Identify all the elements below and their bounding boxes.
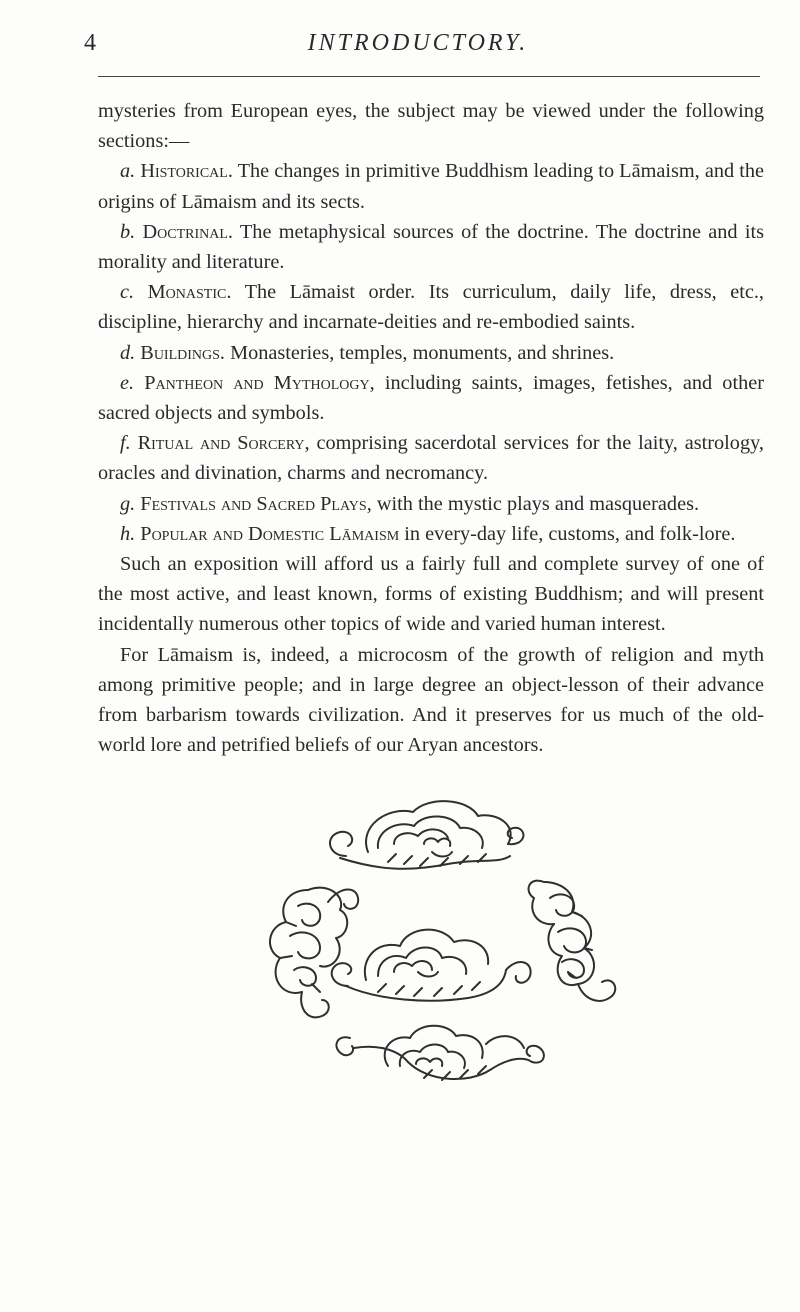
section-item-popular (98, 519, 764, 549)
page-number: 4 (84, 30, 97, 56)
cloud-scroll-ornament-icon (228, 786, 638, 1096)
body-text (98, 96, 764, 760)
center-cloud-icon (332, 930, 531, 1001)
section-item-doctrinal (98, 217, 764, 277)
section-text: The changes in primitive Buddhism leading to Lāmaism, and the origins of Lāmaism and its sects. (98, 160, 764, 213)
header-rule (98, 76, 760, 77)
section-heading: Monastic. (147, 281, 232, 304)
section-text: including saints, images, fetishes, and other sacred objects and symbols. (98, 371, 764, 425)
section-text: comprising sacerdotal services for the laity, astrology, oracles and divination, charms and necromancy. (98, 432, 764, 485)
section-text: with the mystic plays and masquerades. (376, 492, 700, 515)
bottom-cloud-icon (336, 1026, 543, 1080)
left-cloud-icon (270, 888, 358, 1018)
section-heading: Doctrinal. (142, 220, 233, 243)
section-label: b. (120, 220, 136, 243)
section-heading: Buildings. (140, 341, 225, 364)
section-label: g. (120, 492, 136, 515)
section-label: c. (120, 281, 135, 304)
section-heading: Popular and Domestic Lāmaism (140, 522, 400, 545)
section-item-festivals (98, 489, 764, 519)
section-item-monastic (98, 277, 764, 337)
section-text: in every-day life, customs, and folk-lore. (404, 522, 736, 545)
section-heading: Festivals and Sacred Plays, (140, 492, 372, 515)
section-text: The metaphysical sources of the doctrine. The doctrine and its morality and literature. (98, 220, 764, 274)
running-title: INTRODUCTORY. (307, 30, 529, 56)
top-cloud-icon (330, 801, 523, 869)
section-item-historical (98, 156, 764, 216)
section-heading: Pantheon and Mythology, (144, 371, 375, 394)
intro-paragraph: mysteries from European eyes, the subject may be viewed under the following sections:— (98, 100, 764, 153)
section-label: f. (120, 432, 131, 455)
section-label: d. (120, 341, 136, 364)
section-item-pantheon (98, 368, 764, 428)
section-label: h. (120, 522, 136, 545)
section-item-buildings (98, 338, 764, 368)
page-header (84, 30, 752, 76)
body-paragraph: For Lāmaism is, indeed, a microcosm of the growth of religion and myth among primitive people; and in large degree an object-lesson of their advance from barbarism towards civilization. And it preserves for us much of the old-world lore and petrified beliefs of our Aryan ancestors. (98, 643, 764, 757)
section-label: e. (120, 371, 135, 394)
right-cloud-icon (529, 881, 616, 1001)
section-heading: Historical. (140, 160, 233, 183)
section-label: a. (120, 160, 136, 183)
section-text: Monasteries, temples, monuments, and shrines. (230, 341, 615, 364)
body-paragraph: Such an exposition will afford us a fairly full and complete survey of one of the most active, and least known, forms of existing Buddhism; and will present incidentally numerous other topics of wide and varied human interest. (98, 553, 764, 636)
section-item-ritual (98, 428, 764, 488)
section-text: The Lāmaist order. Its curriculum, daily life, dress, etc., discipline, hierarchy and incarnate-deities and re-embodied saints. (98, 281, 764, 334)
section-heading: Ritual and Sorcery, (137, 432, 310, 455)
